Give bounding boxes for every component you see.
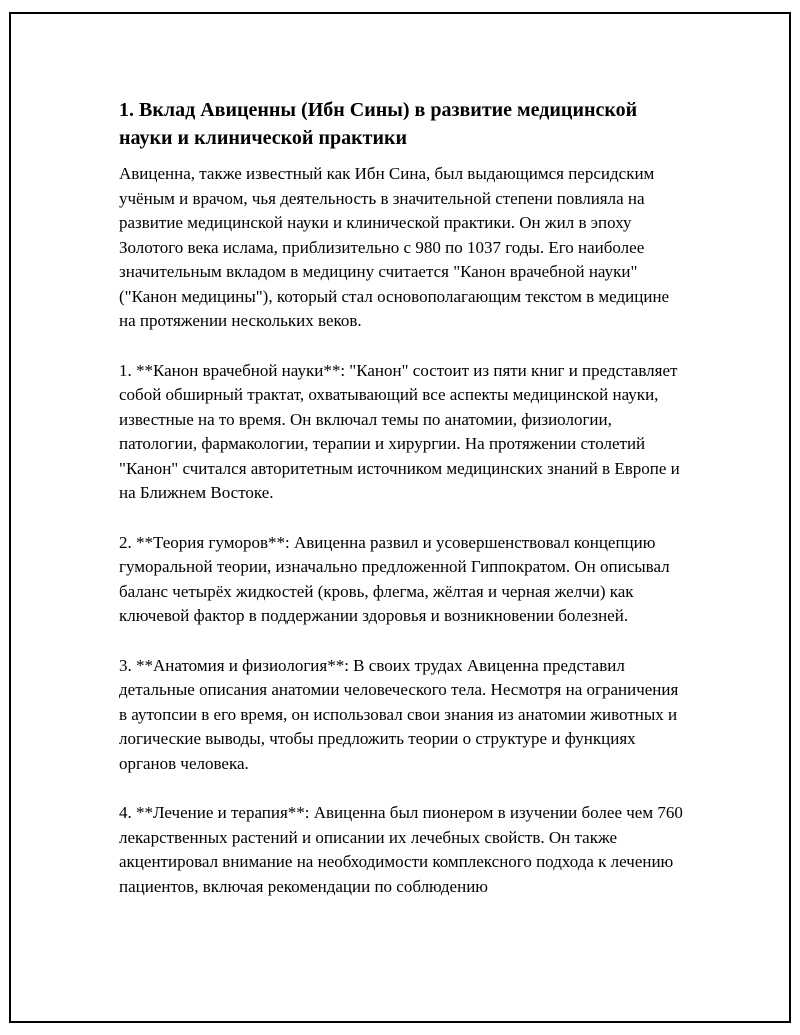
point-4-paragraph: 4. **Лечение и терапия**: Авиценна был пионером в изучении более чем 760 лекарственных растений и описании их лечебных свойств. Он также акцентировал внимание на необходимости комплексного подхода к лечению пациентов, включая рекомендации по соблюдению (119, 803, 688, 896)
point-1-paragraph: 1. **Канон врачебной науки**: "Канон" состоит из пяти книг и представляет собой обширный трактат, охватывающий все аспекты медицинской науки, известные на то время. Он включал темы по анатомии, физиологии, патологии, фармакологии, терапии и хирургии. На протяжении столетий "Канон" считался авторитетным источником медицинских знаний в Европе и на Ближнем Востоке. (119, 360, 684, 502)
point-2-paragraph: 2. **Теория гуморов**: Авиценна развил и усовершенствовал концепцию гуморальной теории, изначально предложенной Гиппократом. Он описывал баланс четырёх жидкостей (кровь, флегма, жёлтая и черная желчи) как ключевой фактор в поддержании здоровья и возникновении болезней. (119, 532, 674, 625)
page-border-frame (9, 12, 791, 1023)
point-3-paragraph: 3. **Анатомия и физиология**: В своих трудах Авиценна представил детальные описания анатомии человеческого тела. Несмотря на ограничения в аутопсии в его время, он использовал свои знания из анатомии животных и логические выводы, чтобы предложить теории о структуре и функциях органов человека. (119, 655, 683, 773)
intro-paragraph: Авиценна, также известный как Ибн Сина, был выдающимся персидским учёным и врачом, чья деятельность в значительной степени повлияла на развитие медицинской науки и клинической практики. Он жил в эпоху Золотого века ислама, приблизительно с 980 по 1037 годы. Его наиболее значительным вкладом в медицину считается "Канон врачебной науки" ("Канон медицины"), который стал основополагающим текстом в медицине на протяжении нескольких веков. (119, 164, 674, 330)
document-title: 1. Вклад Авиценны (Ибн Сины) в развитие медицинской науки и клинической практики (119, 99, 638, 149)
document-body (119, 96, 688, 899)
